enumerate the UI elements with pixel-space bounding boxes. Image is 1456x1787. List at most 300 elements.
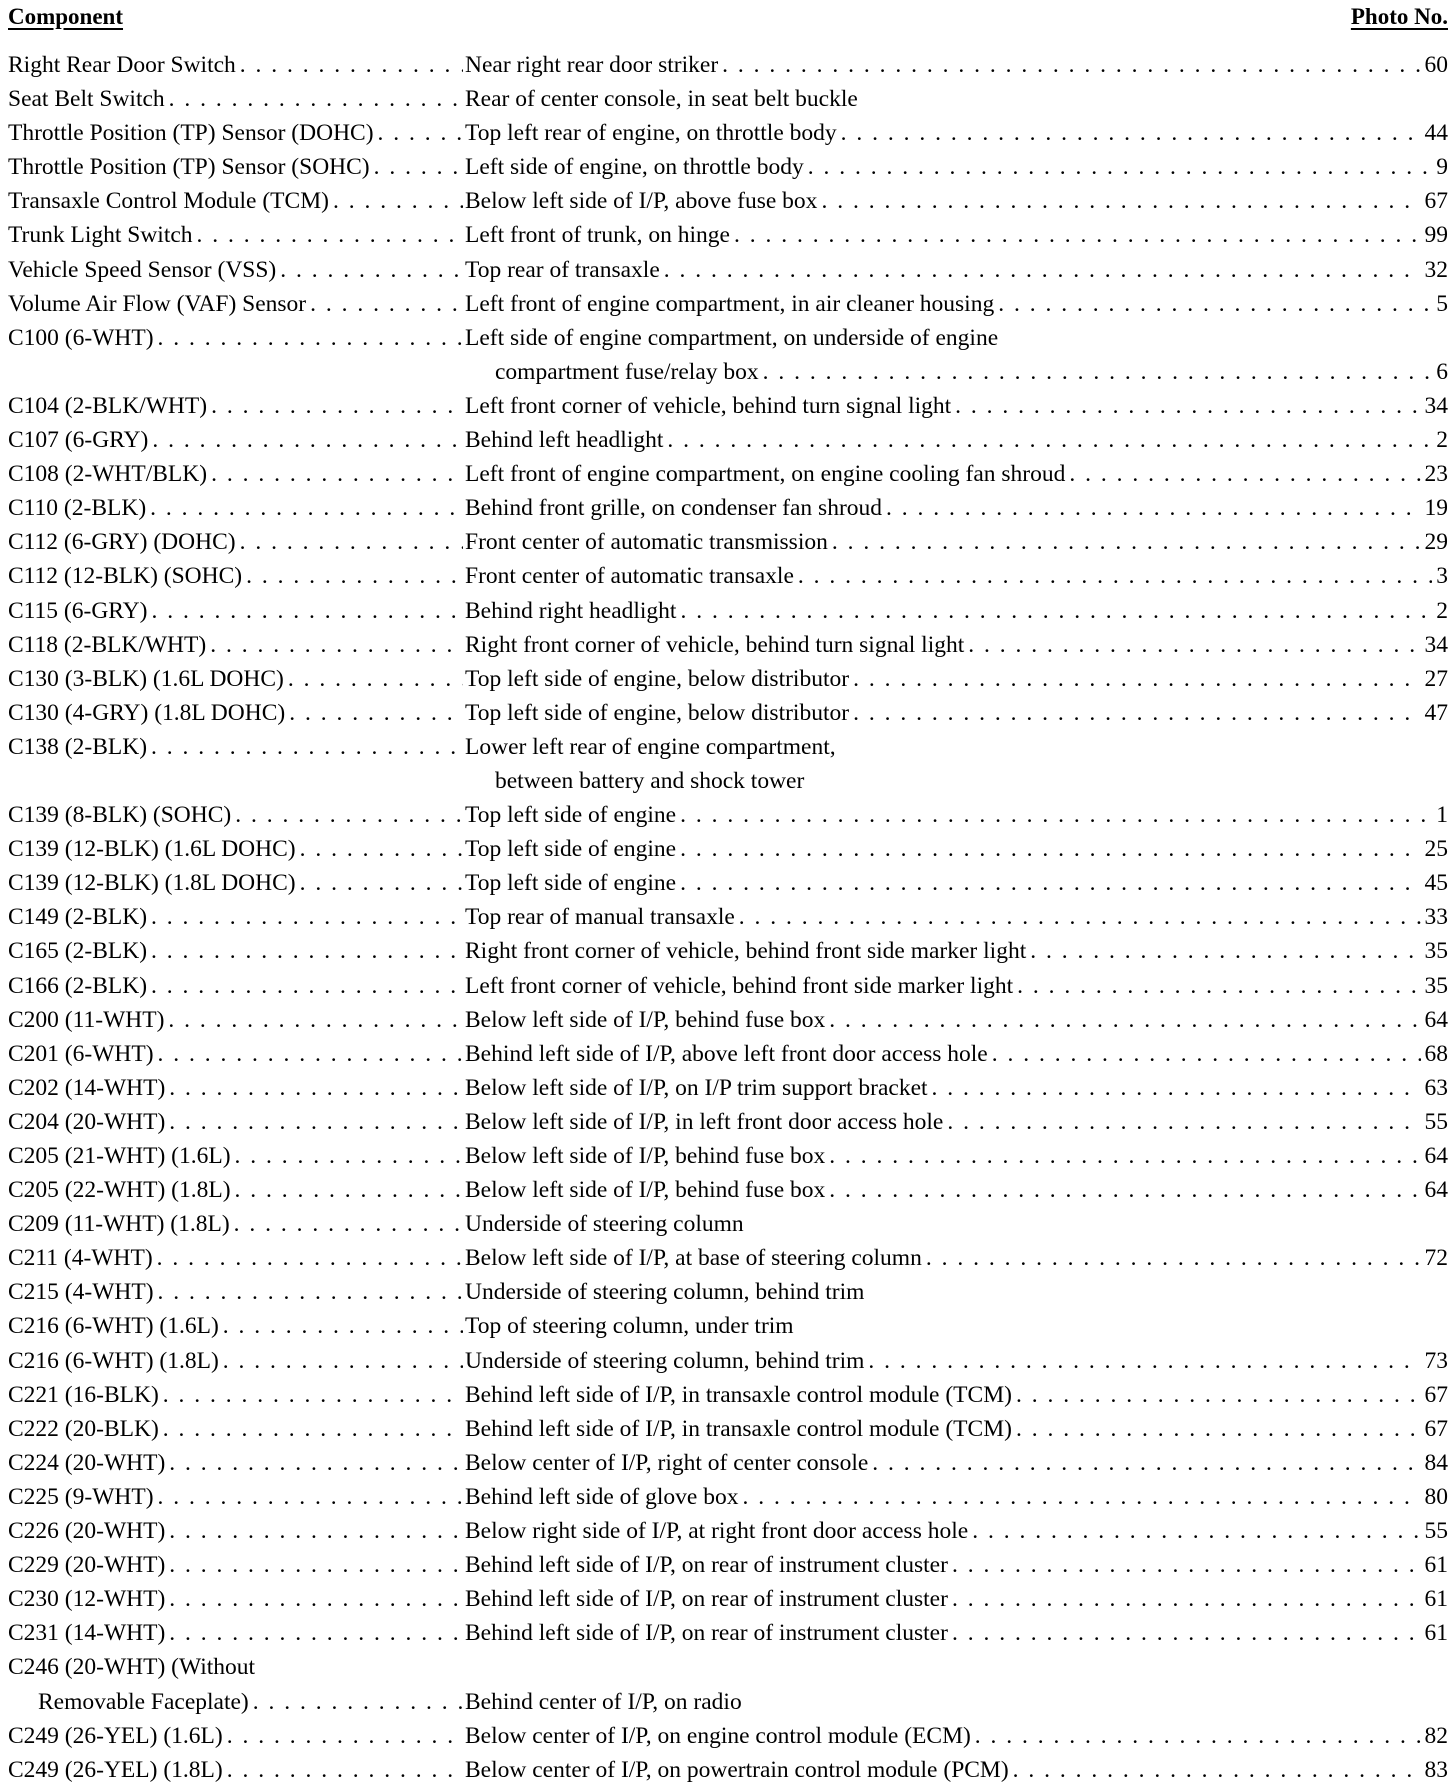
component-cell	[8, 1514, 463, 1548]
dot-leader	[197, 218, 463, 252]
location-text: Top left rear of engine, on throttle body	[465, 120, 837, 147]
photo-number: 61	[1424, 1620, 1448, 1647]
list-item	[8, 1378, 1448, 1412]
dot-leader	[975, 1719, 1421, 1753]
dot-leader	[300, 832, 463, 866]
component-cell	[8, 764, 463, 798]
dot-leader	[235, 1139, 463, 1173]
location-cell	[465, 594, 1448, 628]
location-text: between battery and shock tower	[495, 767, 805, 794]
component-cell	[8, 321, 463, 355]
photo-number: 2	[1436, 427, 1448, 454]
location-text: Left side of engine, on throttle body	[465, 154, 804, 181]
component-name: Removable Faceplate)	[38, 1688, 249, 1715]
location-text: compartment fuse/relay box	[495, 358, 759, 385]
component-name: C204 (20-WHT)	[8, 1108, 166, 1135]
location-cell	[465, 423, 1448, 457]
dot-leader	[333, 184, 463, 218]
photo-number: 6	[1436, 358, 1448, 385]
location-text: Front center of automatic transaxle	[465, 563, 794, 590]
list-item	[8, 1719, 1448, 1753]
location-cell	[465, 662, 1448, 696]
location-cell	[465, 48, 1448, 82]
list-item	[8, 1514, 1448, 1548]
dot-leader	[872, 1446, 1420, 1480]
location-text: Behind left side of I/P, on rear of instrument cluster	[465, 1586, 948, 1613]
photo-number: 55	[1424, 1518, 1448, 1545]
location-cell	[465, 798, 1448, 832]
component-name: C222 (20-BLK)	[8, 1415, 159, 1442]
dot-leader	[169, 1616, 463, 1650]
dot-leader	[886, 491, 1420, 525]
dot-leader	[210, 628, 463, 662]
location-cell	[465, 82, 1448, 116]
list-item	[8, 969, 1448, 1003]
location-cell	[465, 1071, 1448, 1105]
location-cell	[465, 1548, 1448, 1582]
list-item	[8, 525, 1448, 559]
location-text: Left front corner of vehicle, behind turn signal light	[465, 392, 952, 419]
component-cell	[8, 48, 463, 82]
location-cell	[465, 1173, 1448, 1207]
component-name: C249 (26-YEL) (1.6L)	[8, 1722, 223, 1749]
dot-leader	[163, 1378, 463, 1412]
dot-leader	[739, 900, 1421, 934]
location-text: Below left side of I/P, above fuse box	[465, 188, 818, 215]
photo-number: 35	[1424, 938, 1448, 965]
component-name: C211 (4-WHT)	[8, 1245, 153, 1272]
list-item	[8, 218, 1448, 252]
dot-leader	[680, 866, 1420, 900]
component-name: C216 (6-WHT) (1.8L)	[8, 1347, 219, 1374]
component-name: Volume Air Flow (VAF) Sensor	[8, 290, 307, 317]
component-name: C230 (12-WHT)	[8, 1586, 166, 1613]
location-cell	[465, 1685, 1448, 1719]
location-text: Below left side of I/P, at base of steering column	[465, 1245, 922, 1272]
dot-leader	[223, 1344, 463, 1378]
component-name: C138 (2-BLK)	[8, 733, 148, 760]
list-item	[8, 389, 1448, 423]
location-text: Behind center of I/P, on radio	[465, 1688, 742, 1715]
list-item	[8, 1275, 1448, 1309]
list-item	[8, 730, 1448, 764]
location-cell	[465, 253, 1448, 287]
location-cell	[465, 1275, 1448, 1309]
list-item	[8, 696, 1448, 730]
photo-number: 45	[1424, 870, 1448, 897]
list-item	[8, 1241, 1448, 1275]
component-cell	[8, 1275, 463, 1309]
dot-leader	[169, 1514, 463, 1548]
component-cell	[8, 1548, 463, 1582]
list-item	[8, 1173, 1448, 1207]
photo-number: 34	[1424, 631, 1448, 658]
photo-number: 44	[1424, 120, 1448, 147]
dot-leader	[667, 423, 1432, 457]
component-cell	[8, 1344, 463, 1378]
component-cell	[8, 1446, 463, 1480]
component-cell	[8, 1003, 463, 1037]
photo-number: 2	[1436, 597, 1448, 624]
component-cell	[8, 866, 463, 900]
location-cell	[465, 764, 1448, 798]
list-item	[8, 355, 1448, 389]
component-name: C130 (3-BLK) (1.6L DOHC)	[8, 665, 284, 692]
photo-number: 33	[1424, 904, 1448, 931]
dot-leader	[151, 594, 463, 628]
component-cell	[8, 1071, 463, 1105]
dot-leader	[968, 628, 1420, 662]
dot-leader	[992, 1037, 1421, 1071]
component-cell	[8, 184, 463, 218]
list-item	[8, 1685, 1448, 1719]
location-text: Left front of engine compartment, in air cleaner housing	[465, 290, 995, 317]
photo-number: 27	[1424, 665, 1448, 692]
dot-leader	[253, 1685, 463, 1719]
location-text: Lower left rear of engine compartment,	[465, 733, 836, 760]
dot-leader	[1069, 457, 1420, 491]
location-cell	[465, 355, 1448, 389]
dot-leader	[158, 1275, 463, 1309]
location-text: Rear of center console, in seat belt buckle	[465, 86, 858, 113]
location-text: Behind left side of glove box	[465, 1483, 739, 1510]
dot-leader	[742, 1480, 1420, 1514]
location-text: Below left side of I/P, on I/P trim support bracket	[465, 1074, 928, 1101]
location-text: Right front corner of vehicle, behind turn signal light	[465, 631, 965, 658]
location-cell	[465, 525, 1448, 559]
list-item	[8, 764, 1448, 798]
list-item	[8, 1582, 1448, 1616]
list-item	[8, 491, 1448, 525]
component-cell	[8, 1480, 463, 1514]
location-cell	[465, 832, 1448, 866]
dot-leader	[240, 525, 463, 559]
component-cell	[8, 116, 463, 150]
location-text: Left front of trunk, on hinge	[465, 222, 730, 249]
dot-leader	[1017, 969, 1420, 1003]
photo-number: 68	[1424, 1040, 1448, 1067]
photo-number: 60	[1424, 52, 1448, 78]
dot-leader	[998, 287, 1432, 321]
component-cell	[8, 525, 463, 559]
dot-leader	[955, 389, 1420, 423]
photo-number: 19	[1424, 495, 1448, 522]
location-cell	[465, 969, 1448, 1003]
dot-leader	[227, 1719, 463, 1753]
location-text: Underside of steering column, behind trim	[465, 1347, 865, 1374]
component-cell	[8, 355, 463, 389]
dot-leader	[374, 150, 463, 184]
location-text: Top rear of transaxle	[465, 256, 660, 283]
location-cell	[465, 1309, 1448, 1343]
list-item	[8, 1412, 1448, 1446]
location-cell	[465, 1514, 1448, 1548]
location-text: Below left side of I/P, behind fuse box	[465, 1143, 826, 1169]
component-cell	[8, 1105, 463, 1139]
component-cell	[8, 1412, 463, 1446]
location-text: Behind right headlight	[465, 597, 677, 624]
component-name: C216 (6-WHT) (1.6L)	[8, 1313, 219, 1340]
component-name: Throttle Position (TP) Sensor (SOHC)	[8, 154, 370, 181]
component-name: C165 (2-BLK)	[8, 938, 148, 965]
location-text: Left side of engine compartment, on underside of engine	[465, 324, 999, 351]
location-text: Below left side of I/P, behind fuse box	[465, 1006, 826, 1033]
list-item	[8, 82, 1448, 116]
location-cell	[465, 321, 1448, 355]
component-cell	[8, 457, 463, 491]
component-cell	[8, 934, 463, 968]
location-cell	[465, 491, 1448, 525]
dot-leader	[152, 423, 463, 457]
list-item	[8, 1446, 1448, 1480]
location-text: Behind left headlight	[465, 427, 664, 454]
list-item	[8, 253, 1448, 287]
location-text: Behind left side of I/P, above left front door access hole	[465, 1040, 988, 1067]
list-item	[8, 900, 1448, 934]
component-cell	[8, 423, 463, 457]
list-item	[8, 594, 1448, 628]
location-cell	[465, 1105, 1448, 1139]
component-name: Right Rear Door Switch	[8, 52, 236, 78]
component-cell	[8, 662, 463, 696]
dot-leader	[680, 798, 1432, 832]
location-cell	[465, 184, 1448, 218]
dot-leader	[853, 662, 1420, 696]
component-name: C104 (2-BLK/WHT)	[8, 392, 208, 419]
photo-number: 34	[1424, 392, 1448, 419]
list-item	[8, 116, 1448, 150]
dot-leader	[829, 1003, 1420, 1037]
component-cell	[8, 389, 463, 423]
dot-leader	[841, 116, 1421, 150]
list-item	[8, 287, 1448, 321]
location-text: Left front corner of vehicle, behind front side marker light	[465, 972, 1014, 999]
component-name: C166 (2-BLK)	[8, 972, 148, 999]
component-name: C115 (6-GRY)	[8, 597, 148, 624]
location-text: Top of steering column, under trim	[465, 1313, 794, 1340]
component-name: C107 (6-GRY)	[8, 427, 149, 454]
dot-leader	[829, 1173, 1420, 1207]
location-text: Below left side of I/P, in left front door access hole	[465, 1108, 944, 1135]
component-cell	[8, 491, 463, 525]
photo-number: 32	[1424, 256, 1448, 283]
component-cell	[8, 1650, 463, 1684]
dot-leader	[246, 559, 463, 593]
component-name: C200 (11-WHT)	[8, 1006, 165, 1033]
location-cell	[465, 628, 1448, 662]
location-cell	[465, 730, 1448, 764]
photo-number: 64	[1424, 1177, 1448, 1204]
dot-leader	[868, 1344, 1420, 1378]
location-cell	[465, 1582, 1448, 1616]
dot-leader	[952, 1582, 1421, 1616]
list-item	[8, 628, 1448, 662]
location-text: Top left side of engine	[465, 870, 677, 897]
location-cell	[465, 934, 1448, 968]
component-column-header: Component	[8, 4, 124, 29]
component-name: C231 (14-WHT)	[8, 1620, 166, 1647]
component-name: C201 (6-WHT)	[8, 1040, 154, 1067]
photo-number: 29	[1424, 529, 1448, 556]
photo-number: 25	[1424, 836, 1448, 863]
location-cell	[465, 287, 1448, 321]
component-name: C226 (20-WHT)	[8, 1518, 166, 1545]
component-cell	[8, 730, 463, 764]
list-item	[8, 798, 1448, 832]
photo-number: 1	[1436, 802, 1448, 829]
component-cell	[8, 594, 463, 628]
photo-number: 61	[1424, 1586, 1448, 1613]
dot-leader	[158, 1037, 463, 1071]
dot-leader	[1030, 934, 1420, 968]
dot-leader	[288, 662, 463, 696]
component-name: C108 (2-WHT/BLK)	[8, 461, 208, 488]
list-item	[8, 423, 1448, 457]
location-cell	[465, 116, 1448, 150]
photo-number: 73	[1424, 1347, 1448, 1374]
component-cell	[8, 1309, 463, 1343]
dot-leader	[680, 832, 1420, 866]
dot-leader	[798, 559, 1432, 593]
location-cell	[465, 1719, 1448, 1753]
dot-leader	[169, 1071, 463, 1105]
list-item	[8, 559, 1448, 593]
list-item	[8, 1139, 1448, 1173]
location-cell	[465, 1650, 1448, 1684]
component-cell	[8, 1378, 463, 1412]
location-cell	[465, 1446, 1448, 1480]
location-cell	[465, 866, 1448, 900]
component-name: C139 (12-BLK) (1.8L DOHC)	[8, 870, 296, 897]
photo-number: 3	[1436, 563, 1448, 590]
component-cell	[8, 1173, 463, 1207]
dot-leader	[211, 457, 463, 491]
dot-leader	[310, 287, 463, 321]
location-cell	[465, 1378, 1448, 1412]
photo-number-column-header: Photo No.	[1350, 4, 1448, 29]
location-cell	[465, 389, 1448, 423]
location-text: Behind left side of I/P, on rear of instrument cluster	[465, 1552, 948, 1579]
dot-leader	[169, 82, 463, 116]
photo-number: 80	[1424, 1483, 1448, 1510]
photo-number: 83	[1424, 1756, 1448, 1783]
dot-leader	[1016, 1378, 1421, 1412]
component-name: C215 (4-WHT)	[8, 1279, 154, 1306]
photo-number: 5	[1436, 290, 1448, 317]
location-cell	[465, 1241, 1448, 1275]
photo-number: 67	[1424, 1415, 1448, 1442]
location-text: Below center of I/P, on engine control module (ECM)	[465, 1722, 971, 1749]
dot-leader	[157, 1241, 463, 1275]
component-name: C110 (2-BLK)	[8, 495, 147, 522]
list-item	[8, 1309, 1448, 1343]
dot-leader	[163, 1412, 463, 1446]
list-item	[8, 1003, 1448, 1037]
dot-leader	[235, 798, 463, 832]
location-cell	[465, 1480, 1448, 1514]
location-text: Below center of I/P, right of center console	[465, 1449, 869, 1476]
dot-leader	[832, 525, 1421, 559]
component-name: C229 (20-WHT)	[8, 1552, 166, 1579]
photo-number: 9	[1436, 154, 1448, 181]
dot-leader	[289, 696, 463, 730]
component-cell	[8, 628, 463, 662]
dot-leader	[223, 1309, 463, 1343]
dot-leader	[972, 1514, 1420, 1548]
dot-leader	[829, 1139, 1420, 1173]
component-name: Throttle Position (TP) Sensor (DOHC)	[8, 120, 374, 147]
location-text: Near right rear door striker	[465, 52, 719, 78]
dot-leader	[158, 1480, 463, 1514]
photo-number: 67	[1424, 1381, 1448, 1408]
list-item	[8, 1480, 1448, 1514]
list-item	[8, 832, 1448, 866]
location-text	[465, 1650, 469, 1684]
dot-leader	[947, 1105, 1420, 1139]
dot-leader	[280, 253, 463, 287]
component-cell	[8, 1582, 463, 1616]
location-cell	[465, 1344, 1448, 1378]
dot-leader	[240, 48, 463, 82]
dot-leader	[763, 355, 1433, 389]
dot-leader	[926, 1241, 1421, 1275]
location-text: Top left side of engine	[465, 836, 677, 863]
dot-leader	[1016, 1412, 1421, 1446]
photo-number: 82	[1424, 1722, 1448, 1749]
dot-leader	[300, 866, 463, 900]
location-cell	[465, 1616, 1448, 1650]
dot-leader	[169, 1105, 463, 1139]
list-item	[8, 1105, 1448, 1139]
list-item	[8, 866, 1448, 900]
dot-leader	[952, 1616, 1421, 1650]
location-cell	[465, 1139, 1448, 1173]
location-text: Behind front grille, on condenser fan shroud	[465, 495, 883, 522]
component-name	[8, 764, 12, 798]
component-name: C112 (12-BLK) (SOHC)	[8, 563, 243, 590]
photo-number: 55	[1424, 1108, 1448, 1135]
component-name: C139 (8-BLK) (SOHC)	[8, 802, 232, 829]
location-text: Underside of steering column	[465, 1211, 744, 1238]
component-name: Transaxle Control Module (TCM)	[8, 188, 329, 215]
component-name: C205 (22-WHT) (1.8L)	[8, 1177, 231, 1204]
photo-number: 47	[1424, 699, 1448, 726]
component-location-page	[8, 0, 1448, 1782]
dot-leader	[722, 48, 1420, 82]
location-text: Top left side of engine, below distributor	[465, 699, 850, 726]
list-item	[8, 1207, 1448, 1241]
list-item	[8, 934, 1448, 968]
dot-leader	[168, 1003, 463, 1037]
component-name: C249 (26-YEL) (1.8L)	[8, 1756, 223, 1783]
component-cell	[8, 1037, 463, 1071]
dot-leader	[378, 116, 463, 150]
list-item	[8, 1344, 1448, 1378]
location-text: Right front corner of vehicle, behind front side marker light	[465, 938, 1027, 965]
component-cell	[8, 82, 463, 116]
dot-leader	[932, 1071, 1421, 1105]
location-text: Top left side of engine	[465, 802, 677, 829]
component-cell	[8, 798, 463, 832]
component-name: C246 (20-WHT) (Without	[8, 1654, 256, 1681]
component-cell	[8, 969, 463, 1003]
location-cell	[465, 457, 1448, 491]
location-cell	[465, 696, 1448, 730]
dot-leader	[821, 184, 1420, 218]
location-text: Behind left side of I/P, in transaxle control module (TCM)	[465, 1415, 1012, 1442]
list-item	[8, 1548, 1448, 1582]
list-item	[8, 1616, 1448, 1650]
